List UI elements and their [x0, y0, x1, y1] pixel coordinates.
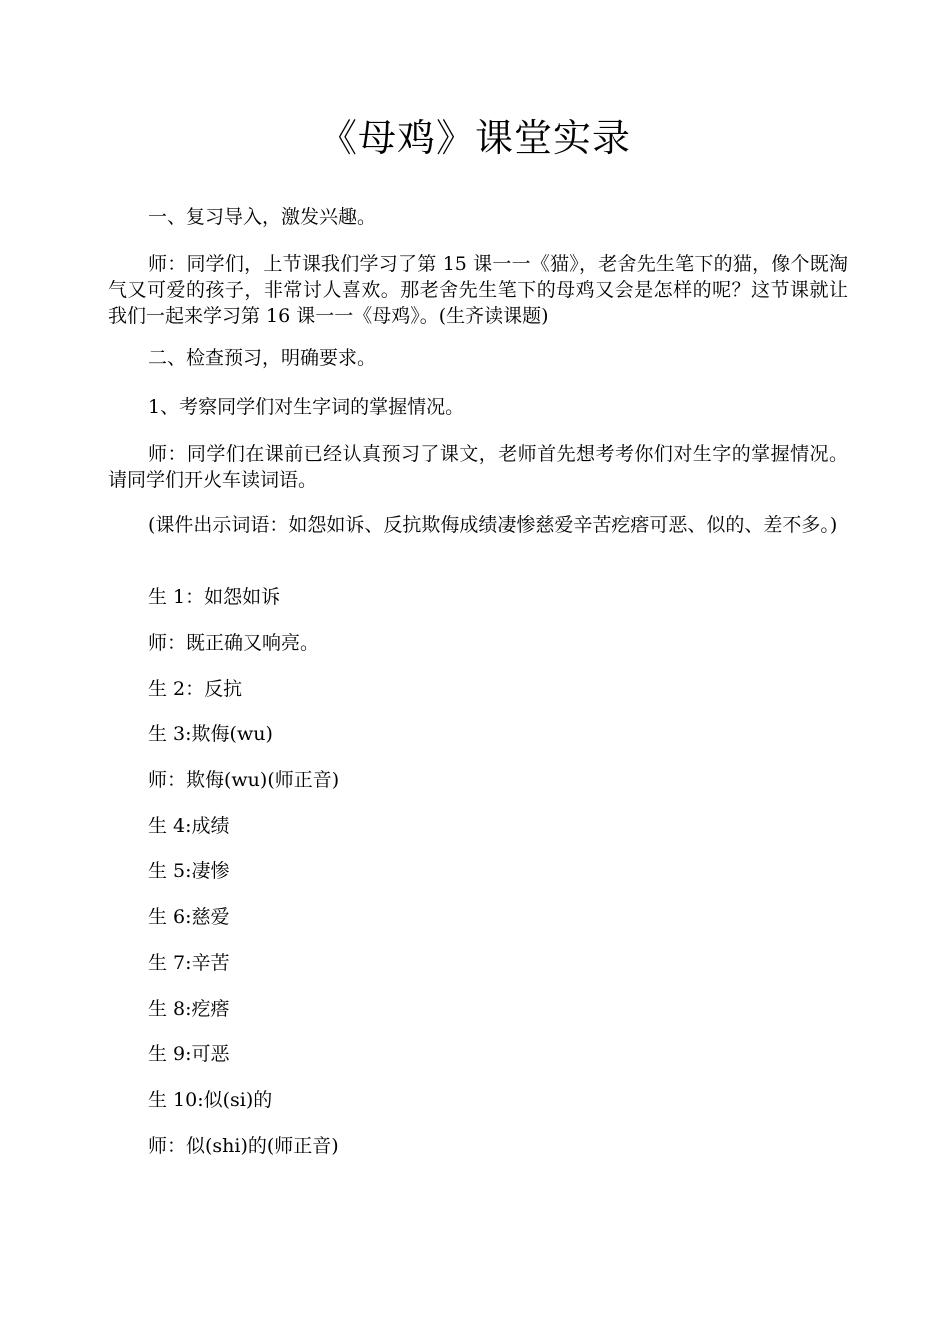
- dialogue-line: 师：既正确又响亮。: [148, 632, 320, 654]
- section-heading-review: 一、复习导入，激发兴趣。: [148, 206, 377, 228]
- dialogue-line: 生 8:疙瘩: [148, 998, 230, 1020]
- paragraph-courseware-words: (课件出示词语：如怨如诉、反抗欺侮成绩凄惨慈爱辛苦疙瘩可恶、似的、差不多。): [148, 514, 838, 536]
- paragraph-teacher-intro: 师：同学们，上节课我们学习了第 15 课一一《猫》，老舍先生笔下的猫，像个既淘气又可爱的孩子，非常讨人喜欢。那老舍先生笔下的母鸡又会是怎样的呢？这节课就让我们一起来学习第 16 课一一《母鸡》。(生齐读课题): [108, 253, 848, 327]
- paragraph-teacher-vocab: 师：同学们在课前已经认真预习了课文，老师首先想考考你们对生字的掌握情况。请同学们开火车读词语。: [108, 443, 848, 491]
- dialogue-line: 师：似(shi)的(师正音): [148, 1135, 339, 1157]
- document-title: 《母鸡》课堂实录: [318, 116, 631, 160]
- dialogue-line: 生 6:慈爱: [148, 906, 230, 928]
- dialogue-line: 生 10:似(si)的: [148, 1089, 273, 1111]
- dialogue-line: 生 4:成绩: [148, 815, 230, 837]
- paragraph-vocab-check: 1、考察同学们对生字词的掌握情况。: [148, 396, 465, 418]
- dialogue-line: 生 3:欺侮(wu): [148, 723, 273, 745]
- dialogue-line: 师：欺侮(wu)(师正音): [148, 769, 340, 791]
- section-heading-preview: 二、检查预习，明确要求。: [148, 347, 377, 369]
- dialogue-line: 生 7:辛苦: [148, 952, 230, 974]
- dialogue-line: 生 2：反抗: [148, 678, 243, 700]
- dialogue-line: 生 1：如怨如诉: [148, 586, 281, 608]
- dialogue-line: 生 9:可恶: [148, 1043, 230, 1065]
- dialogue-line: 生 5:凄惨: [148, 860, 230, 882]
